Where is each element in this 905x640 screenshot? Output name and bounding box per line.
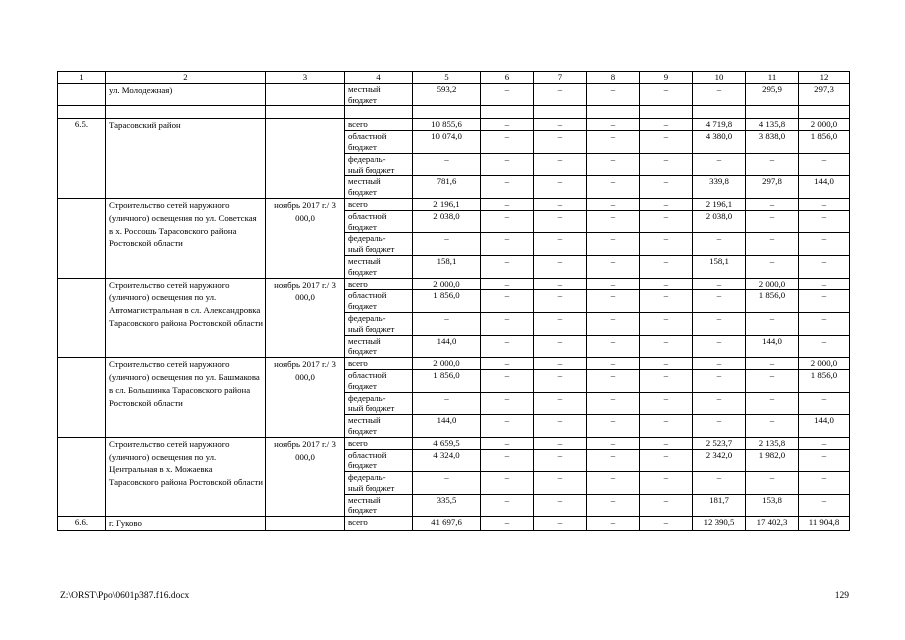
funding-source bbox=[345, 83, 413, 106]
amount-cell: 1 856,0 bbox=[799, 131, 850, 154]
item-number bbox=[58, 198, 106, 278]
amount-cell: – bbox=[693, 472, 746, 495]
funding-source bbox=[345, 494, 413, 517]
item-name: Строительство сетей наружного (уличного) освещения по ул. Автомагистральная в сл. Александровка Тарасовского района Ростовской области bbox=[106, 278, 266, 358]
amount-cell: – bbox=[587, 472, 640, 495]
funding-source bbox=[345, 255, 413, 278]
blank-cell bbox=[58, 106, 106, 119]
column-number: 3 bbox=[266, 72, 345, 84]
amount-cell: – bbox=[481, 335, 534, 358]
amount-cell: – bbox=[481, 210, 534, 233]
amount-cell: 3 838,0 bbox=[746, 131, 799, 154]
amount-cell: – bbox=[640, 278, 693, 290]
amount-cell: – bbox=[746, 369, 799, 392]
amount-cell: 144,0 bbox=[799, 176, 850, 199]
amount-cell: – bbox=[640, 255, 693, 278]
amount-cell: – bbox=[481, 437, 534, 449]
blank-cell bbox=[106, 106, 266, 119]
funding-source bbox=[345, 131, 413, 154]
amount-cell: – bbox=[587, 198, 640, 210]
amount-cell: – bbox=[534, 472, 587, 495]
column-number: 6 bbox=[481, 72, 534, 84]
amount-cell: – bbox=[534, 415, 587, 438]
blank-row bbox=[58, 106, 850, 119]
blank-cell bbox=[481, 106, 534, 119]
amount-cell: 781,6 bbox=[413, 176, 481, 199]
amount-cell: – bbox=[799, 255, 850, 278]
amount-cell: – bbox=[534, 392, 587, 415]
amount-cell: – bbox=[534, 312, 587, 335]
amount-cell: – bbox=[481, 83, 534, 106]
amount-cell: – bbox=[640, 119, 693, 131]
item-name: Тарасовский район bbox=[106, 119, 266, 199]
amount-cell: – bbox=[640, 290, 693, 313]
column-number: 10 bbox=[693, 72, 746, 84]
amount-cell: – bbox=[799, 278, 850, 290]
amount-cell: 144,0 bbox=[799, 415, 850, 438]
amount-cell: 335,5 bbox=[413, 494, 481, 517]
amount-cell: – bbox=[746, 472, 799, 495]
amount-cell: 2 342,0 bbox=[693, 449, 746, 472]
column-number: 4 bbox=[345, 72, 413, 84]
amount-cell: – bbox=[640, 335, 693, 358]
funding-source-label: федераль- ный бюджет bbox=[348, 233, 395, 255]
amount-cell: – bbox=[481, 131, 534, 154]
amount-cell: – bbox=[693, 83, 746, 106]
item-name: Строительство сетей наружного (уличного) освещения по ул. Башмакова в сл. Большинка Тарасовского района Ростовской области bbox=[106, 358, 266, 438]
column-number: 12 bbox=[799, 72, 850, 84]
amount-cell: 1 856,0 bbox=[799, 369, 850, 392]
column-number: 9 bbox=[640, 72, 693, 84]
amount-cell: 339,8 bbox=[693, 176, 746, 199]
amount-cell: – bbox=[640, 312, 693, 335]
blank-cell bbox=[345, 106, 413, 119]
amount-cell: 10 855,6 bbox=[413, 119, 481, 131]
funding-source-label: федераль- ный бюджет bbox=[348, 392, 395, 414]
amount-cell: – bbox=[640, 517, 693, 531]
amount-cell: – bbox=[799, 392, 850, 415]
amount-cell: – bbox=[534, 517, 587, 531]
amount-cell: – bbox=[746, 210, 799, 233]
amount-cell: 4 719,8 bbox=[693, 119, 746, 131]
amount-cell: – bbox=[587, 392, 640, 415]
amount-cell: – bbox=[534, 437, 587, 449]
amount-cell: – bbox=[693, 415, 746, 438]
amount-cell: – bbox=[799, 335, 850, 358]
funding-source: всего bbox=[345, 437, 413, 449]
amount-cell: – bbox=[693, 233, 746, 256]
amount-cell: – bbox=[534, 233, 587, 256]
amount-cell: – bbox=[587, 153, 640, 176]
amount-cell: 2 135,8 bbox=[746, 437, 799, 449]
amount-cell: 11 904,8 bbox=[799, 517, 850, 531]
amount-cell: 2 000,0 bbox=[413, 278, 481, 290]
amount-cell: 593,2 bbox=[413, 83, 481, 106]
completion-date-capacity bbox=[266, 83, 345, 106]
item-name: ул. Молодежная) bbox=[106, 83, 266, 106]
column-number-row bbox=[58, 72, 850, 84]
amount-cell: – bbox=[587, 119, 640, 131]
amount-cell: – bbox=[693, 369, 746, 392]
completion-date-capacity: ноябрь 2017 г./ 3 000,0 bbox=[266, 358, 345, 438]
amount-cell: – bbox=[799, 312, 850, 335]
blank-cell bbox=[413, 106, 481, 119]
amount-cell: – bbox=[640, 233, 693, 256]
amount-cell: 153,8 bbox=[746, 494, 799, 517]
amount-cell: – bbox=[587, 449, 640, 472]
column-number: 5 bbox=[413, 72, 481, 84]
amount-cell: 2 000,0 bbox=[746, 278, 799, 290]
amount-cell: – bbox=[534, 449, 587, 472]
funding-source-label: областной бюджет bbox=[348, 210, 387, 232]
amount-cell: – bbox=[587, 415, 640, 438]
completion-date-capacity: ноябрь 2017 г./ 3 000,0 bbox=[266, 437, 345, 517]
amount-cell: – bbox=[587, 83, 640, 106]
footer-page-number: 129 bbox=[834, 591, 849, 601]
funding-source bbox=[345, 290, 413, 313]
amount-cell: – bbox=[640, 198, 693, 210]
amount-cell: 4 135,8 bbox=[746, 119, 799, 131]
table-row bbox=[58, 517, 850, 531]
funding-source-label: местный бюджет bbox=[348, 83, 381, 105]
amount-cell: – bbox=[534, 358, 587, 370]
amount-cell: – bbox=[587, 437, 640, 449]
amount-cell: – bbox=[693, 153, 746, 176]
footer-file-path: Z:\ORST\Ppo\0601p387.f16.docx bbox=[60, 591, 190, 601]
amount-cell: 2 000,0 bbox=[413, 358, 481, 370]
blank-cell bbox=[746, 106, 799, 119]
amount-cell: – bbox=[534, 290, 587, 313]
amount-cell: – bbox=[587, 335, 640, 358]
amount-cell: – bbox=[693, 312, 746, 335]
item-number: 6.6. bbox=[58, 517, 106, 531]
funding-source-label: местный бюджет bbox=[348, 255, 381, 277]
amount-cell: – bbox=[799, 233, 850, 256]
amount-cell: – bbox=[746, 198, 799, 210]
amount-cell: – bbox=[481, 176, 534, 199]
amount-cell: – bbox=[481, 494, 534, 517]
amount-cell: – bbox=[481, 517, 534, 531]
funding-source-label: областной бюджет bbox=[348, 369, 387, 391]
amount-cell: – bbox=[587, 358, 640, 370]
amount-cell: – bbox=[481, 392, 534, 415]
amount-cell: 10 074,0 bbox=[413, 131, 481, 154]
amount-cell: – bbox=[534, 278, 587, 290]
amount-cell: – bbox=[587, 312, 640, 335]
amount-cell: – bbox=[534, 210, 587, 233]
amount-cell: 297,8 bbox=[746, 176, 799, 199]
amount-cell: – bbox=[799, 494, 850, 517]
amount-cell: – bbox=[481, 358, 534, 370]
amount-cell: – bbox=[587, 517, 640, 531]
amount-cell: 17 402,3 bbox=[746, 517, 799, 531]
amount-cell: – bbox=[587, 369, 640, 392]
amount-cell: 2 196,1 bbox=[413, 198, 481, 210]
column-number: 7 bbox=[534, 72, 587, 84]
column-number: 1 bbox=[58, 72, 106, 84]
completion-date-capacity bbox=[266, 517, 345, 531]
funding-source bbox=[345, 415, 413, 438]
funding-source bbox=[345, 392, 413, 415]
funding-source-label: федераль- ный бюджет bbox=[348, 153, 395, 175]
amount-cell: – bbox=[640, 210, 693, 233]
amount-cell: – bbox=[640, 176, 693, 199]
funding-source bbox=[345, 449, 413, 472]
table-row bbox=[58, 278, 850, 290]
amount-cell: – bbox=[534, 176, 587, 199]
amount-cell: – bbox=[534, 369, 587, 392]
amount-cell: – bbox=[534, 255, 587, 278]
item-name: г. Гуково bbox=[106, 517, 266, 531]
amount-cell: – bbox=[746, 392, 799, 415]
amount-cell: – bbox=[746, 255, 799, 278]
amount-cell: – bbox=[640, 494, 693, 517]
amount-cell: – bbox=[640, 131, 693, 154]
amount-cell: 2 523,7 bbox=[693, 437, 746, 449]
blank-cell bbox=[587, 106, 640, 119]
funding-source-label: федераль- ный бюджет bbox=[348, 472, 395, 493]
amount-cell: – bbox=[481, 369, 534, 392]
amount-cell: – bbox=[534, 153, 587, 176]
amount-cell: 1 856,0 bbox=[746, 290, 799, 313]
amount-cell: – bbox=[693, 278, 746, 290]
amount-cell: 2 000,0 bbox=[799, 358, 850, 370]
amount-cell: – bbox=[746, 312, 799, 335]
amount-cell: – bbox=[640, 83, 693, 106]
funding-source: всего bbox=[345, 119, 413, 131]
amount-cell: – bbox=[799, 290, 850, 313]
blank-cell bbox=[799, 106, 850, 119]
amount-cell: – bbox=[534, 131, 587, 154]
amount-cell: 158,1 bbox=[413, 255, 481, 278]
amount-cell: 4 324,0 bbox=[413, 449, 481, 472]
amount-cell: – bbox=[640, 369, 693, 392]
amount-cell: – bbox=[587, 233, 640, 256]
amount-cell: – bbox=[413, 392, 481, 415]
amount-cell: 2 196,1 bbox=[693, 198, 746, 210]
funding-source: всего bbox=[345, 198, 413, 210]
amount-cell: – bbox=[693, 392, 746, 415]
column-number: 11 bbox=[746, 72, 799, 84]
funding-source-label: местный бюджет bbox=[348, 176, 381, 198]
amount-cell: 181,7 bbox=[693, 494, 746, 517]
amount-cell: 1 856,0 bbox=[413, 369, 481, 392]
funding-source-label: областной бюджет bbox=[348, 290, 387, 312]
amount-cell: – bbox=[799, 472, 850, 495]
funding-source bbox=[345, 210, 413, 233]
amount-cell: – bbox=[534, 335, 587, 358]
amount-cell: – bbox=[481, 119, 534, 131]
amount-cell: – bbox=[481, 449, 534, 472]
table-row bbox=[58, 198, 850, 210]
amount-cell: – bbox=[746, 415, 799, 438]
budget-table bbox=[57, 71, 850, 531]
amount-cell: – bbox=[640, 358, 693, 370]
amount-cell: – bbox=[640, 153, 693, 176]
amount-cell: – bbox=[799, 437, 850, 449]
funding-source: всего bbox=[345, 517, 413, 531]
funding-source bbox=[345, 153, 413, 176]
amount-cell: – bbox=[534, 198, 587, 210]
table-row bbox=[58, 83, 850, 106]
amount-cell: – bbox=[693, 335, 746, 358]
amount-cell: 158,1 bbox=[693, 255, 746, 278]
amount-cell: 2 038,0 bbox=[693, 210, 746, 233]
amount-cell: – bbox=[534, 119, 587, 131]
amount-cell: – bbox=[587, 176, 640, 199]
amount-cell: 1 856,0 bbox=[413, 290, 481, 313]
funding-source-label: областной бюджет bbox=[348, 449, 387, 471]
amount-cell: – bbox=[413, 472, 481, 495]
funding-source-label: местный бюджет bbox=[348, 335, 381, 357]
blank-cell bbox=[534, 106, 587, 119]
blank-cell bbox=[693, 106, 746, 119]
amount-cell: – bbox=[587, 131, 640, 154]
completion-date-capacity bbox=[266, 119, 345, 199]
table-row bbox=[58, 358, 850, 370]
amount-cell: – bbox=[587, 290, 640, 313]
amount-cell: – bbox=[413, 153, 481, 176]
amount-cell: – bbox=[640, 437, 693, 449]
funding-source-label: местный бюджет bbox=[348, 494, 381, 516]
item-number bbox=[58, 437, 106, 517]
item-number bbox=[58, 358, 106, 438]
amount-cell: 295,9 bbox=[746, 83, 799, 106]
amount-cell: 12 390,5 bbox=[693, 517, 746, 531]
item-number bbox=[58, 278, 106, 358]
amount-cell: – bbox=[799, 198, 850, 210]
amount-cell: – bbox=[481, 255, 534, 278]
amount-cell: – bbox=[587, 255, 640, 278]
amount-cell: 144,0 bbox=[413, 415, 481, 438]
amount-cell: – bbox=[413, 312, 481, 335]
funding-source: всего bbox=[345, 358, 413, 370]
amount-cell: – bbox=[481, 153, 534, 176]
amount-cell: – bbox=[481, 233, 534, 256]
item-number: 6.5. bbox=[58, 119, 106, 199]
amount-cell: – bbox=[640, 472, 693, 495]
amount-cell: – bbox=[534, 494, 587, 517]
amount-cell: – bbox=[534, 83, 587, 106]
funding-source bbox=[345, 312, 413, 335]
amount-cell: 4 380,0 bbox=[693, 131, 746, 154]
item-number bbox=[58, 83, 106, 106]
amount-cell: – bbox=[587, 210, 640, 233]
funding-source bbox=[345, 335, 413, 358]
amount-cell: – bbox=[746, 153, 799, 176]
amount-cell: – bbox=[799, 153, 850, 176]
amount-cell: 1 982,0 bbox=[746, 449, 799, 472]
funding-source-label: областной бюджет bbox=[348, 131, 387, 152]
table-row bbox=[58, 437, 850, 449]
funding-source bbox=[345, 472, 413, 495]
blank-cell bbox=[266, 106, 345, 119]
funding-source-label: местный бюджет bbox=[348, 415, 381, 436]
amount-cell: – bbox=[481, 415, 534, 438]
amount-cell: – bbox=[640, 392, 693, 415]
funding-source-label: федераль- ный бюджет bbox=[348, 312, 395, 334]
amount-cell: 2 038,0 bbox=[413, 210, 481, 233]
amount-cell: – bbox=[693, 290, 746, 313]
amount-cell: – bbox=[799, 449, 850, 472]
amount-cell: – bbox=[413, 233, 481, 256]
amount-cell: 41 697,6 bbox=[413, 517, 481, 531]
blank-cell bbox=[640, 106, 693, 119]
completion-date-capacity: ноябрь 2017 г./ 3 000,0 bbox=[266, 278, 345, 358]
amount-cell: – bbox=[640, 449, 693, 472]
amount-cell: – bbox=[587, 278, 640, 290]
amount-cell: – bbox=[481, 312, 534, 335]
amount-cell: – bbox=[481, 198, 534, 210]
column-number: 8 bbox=[587, 72, 640, 84]
amount-cell: – bbox=[746, 233, 799, 256]
amount-cell: – bbox=[481, 290, 534, 313]
amount-cell: – bbox=[640, 415, 693, 438]
funding-source: всего bbox=[345, 278, 413, 290]
column-number: 2 bbox=[106, 72, 266, 84]
amount-cell: 144,0 bbox=[746, 335, 799, 358]
amount-cell: 2 000,0 bbox=[799, 119, 850, 131]
amount-cell: 144,0 bbox=[413, 335, 481, 358]
amount-cell: – bbox=[693, 358, 746, 370]
completion-date-capacity: ноябрь 2017 г./ 3 000,0 bbox=[266, 198, 345, 278]
table-row bbox=[58, 119, 850, 131]
item-name: Строительство сетей наружного (уличного) освещения по ул. Центральная в х. Можаевка Тарасовского района Ростовской области bbox=[106, 437, 266, 517]
amount-cell: – bbox=[481, 278, 534, 290]
amount-cell: – bbox=[481, 472, 534, 495]
funding-source bbox=[345, 369, 413, 392]
amount-cell: – bbox=[587, 494, 640, 517]
funding-source bbox=[345, 233, 413, 256]
amount-cell: – bbox=[746, 358, 799, 370]
funding-source bbox=[345, 176, 413, 199]
amount-cell: 297,3 bbox=[799, 83, 850, 106]
item-name: Строительство сетей наружного (уличного) освещения по ул. Советская в х. Россошь Тарасовского района Ростовской области bbox=[106, 198, 266, 278]
amount-cell: 4 659,5 bbox=[413, 437, 481, 449]
amount-cell: – bbox=[799, 210, 850, 233]
